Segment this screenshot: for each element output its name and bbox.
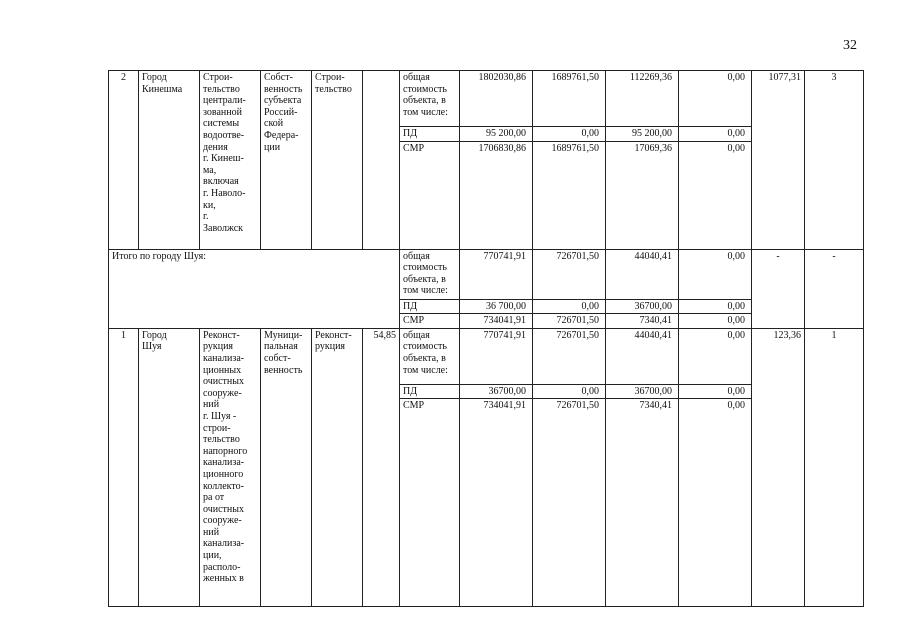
extra-cell: 3: [805, 71, 864, 250]
value-cell: 0,00: [679, 328, 752, 384]
extra-cell: 1077,31: [752, 71, 805, 250]
value-cell: 36700,00: [460, 384, 533, 399]
value-cell: 36700,00: [606, 384, 679, 399]
city-cell: Город Кинешма: [139, 71, 200, 250]
investment-table: [108, 70, 864, 607]
extra-cell: 1: [805, 328, 864, 607]
row-number: 1: [109, 328, 139, 607]
value-cell: 0,00: [679, 127, 752, 142]
value-cell: 0,00: [533, 127, 606, 142]
label-smr: СМР: [400, 141, 460, 249]
label-smr: СМР: [400, 314, 460, 329]
value-cell: 1802030,86: [460, 71, 533, 127]
label-pd: ПД: [400, 384, 460, 399]
value-cell: 0,00: [533, 384, 606, 399]
row-number: 2: [109, 71, 139, 250]
value-cell: 0,00: [533, 299, 606, 314]
value-cell: 734041,91: [460, 314, 533, 329]
value-cell: 770741,91: [460, 328, 533, 384]
value-cell: 1706830,86: [460, 141, 533, 249]
subtotal-title: Итого по городу Шуя:: [109, 249, 400, 328]
value-cell: 0,00: [679, 71, 752, 127]
capacity-cell: 54,85: [363, 328, 400, 607]
value-cell: 36700,00: [606, 299, 679, 314]
ownership-cell: Муници- пальная собст- венность: [261, 328, 312, 607]
extra-cell: 123,36: [752, 328, 805, 607]
label-total: общая стоимость объекта, в том числе:: [400, 249, 460, 299]
value-cell: 770741,91: [460, 249, 533, 299]
value-cell: 0,00: [679, 249, 752, 299]
city-cell: Город Шуя: [139, 328, 200, 607]
work-type-cell: Реконст- рукция: [312, 328, 363, 607]
label-smr: СМР: [400, 399, 460, 607]
value-cell: 0,00: [679, 399, 752, 607]
object-cell: Строи- тельство централи- зованной системы водоотве- дения г. Кинеш- ма, включая г. Наволо- ки, г. Заволжск: [200, 71, 261, 250]
value-cell: 734041,91: [460, 399, 533, 607]
value-cell: 7340,41: [606, 399, 679, 607]
label-total: общая стоимость объекта, в том числе:: [400, 328, 460, 384]
value-cell: 7340,41: [606, 314, 679, 329]
ownership-cell: Собст- венность субъекта Россий- ской Федера- ции: [261, 71, 312, 250]
work-type-cell: Строи- тельство: [312, 71, 363, 250]
extra-cell: -: [805, 249, 864, 328]
value-cell: 1689761,50: [533, 141, 606, 249]
value-cell: 0,00: [679, 314, 752, 329]
value-cell: 726701,50: [533, 249, 606, 299]
value-cell: 44040,41: [606, 328, 679, 384]
label-pd: ПД: [400, 299, 460, 314]
extra-cell: -: [752, 249, 805, 328]
value-cell: 0,00: [679, 299, 752, 314]
value-cell: 726701,50: [533, 399, 606, 607]
value-cell: 36 700,00: [460, 299, 533, 314]
value-cell: 112269,36: [606, 71, 679, 127]
value-cell: 95 200,00: [606, 127, 679, 142]
value-cell: 0,00: [679, 141, 752, 249]
table-row: [109, 71, 864, 127]
label-pd: ПД: [400, 127, 460, 142]
value-cell: 1689761,50: [533, 71, 606, 127]
value-cell: 726701,50: [533, 328, 606, 384]
value-cell: 0,00: [679, 384, 752, 399]
value-cell: 44040,41: [606, 249, 679, 299]
subtotal-row: [109, 249, 864, 299]
label-total: общая стоимость объекта, в том числе:: [400, 71, 460, 127]
value-cell: 17069,36: [606, 141, 679, 249]
value-cell: 95 200,00: [460, 127, 533, 142]
page-number: 32: [843, 38, 857, 53]
value-cell: 726701,50: [533, 314, 606, 329]
table-row: [109, 328, 864, 384]
capacity-cell: [363, 71, 400, 250]
object-cell: Реконст- рукция канализа- ционных очистных сооруже- ний г. Шуя - строи- тельство напорного канализа- ционного коллекто- ра от очистных сооруже- ний канализа- ции, располо- женных в: [200, 328, 261, 607]
